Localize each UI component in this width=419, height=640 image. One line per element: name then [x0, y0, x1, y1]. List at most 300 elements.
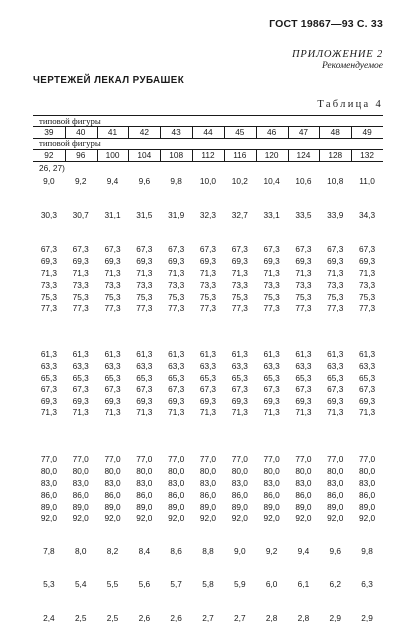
- table-cell: 67,3: [295, 244, 312, 254]
- table-rule: [33, 161, 383, 162]
- table-cell: 11,0: [359, 176, 375, 186]
- table-row: [33, 383, 383, 395]
- table-cell: 67,3: [295, 384, 312, 394]
- table-cell: 89,0: [40, 502, 57, 512]
- table-cell: 89,0: [104, 502, 121, 512]
- table-cell: 80,0: [168, 466, 185, 476]
- table-cell: 67,3: [104, 384, 121, 394]
- table-cell: 112: [201, 150, 215, 160]
- table-cell: 71,3: [72, 268, 89, 278]
- table-row: [33, 406, 383, 418]
- table-cell: 67,3: [327, 384, 344, 394]
- table-cell: 63,3: [199, 361, 217, 371]
- table-cell: 75,3: [327, 292, 344, 302]
- table-cell: 67,3: [136, 384, 153, 394]
- table-cell: 69,3: [104, 256, 121, 266]
- table-cell: 71,3: [104, 407, 121, 417]
- table-cell: 104: [137, 150, 152, 160]
- table-cell: 83,0: [263, 478, 280, 488]
- table-cell: 83,0: [358, 478, 376, 488]
- table-cell: 33,1: [263, 210, 280, 220]
- table-cell: 69,3: [168, 256, 185, 266]
- table-cell: 75,3: [263, 292, 280, 302]
- table-cell: 44: [203, 127, 213, 137]
- table-row: [33, 489, 383, 501]
- table-cell: 86,0: [199, 490, 217, 500]
- table-cell: 69,3: [136, 256, 153, 266]
- table-row: [33, 209, 383, 221]
- table-cell: 65,3: [231, 373, 248, 383]
- table-cell: 10,2: [231, 176, 248, 186]
- table-cell: 43: [171, 127, 181, 137]
- table-cell: 65,3: [104, 373, 121, 383]
- table-cell: 71,3: [40, 268, 57, 278]
- table-cell: 61,3: [104, 349, 121, 359]
- table-cell: 75,3: [40, 292, 57, 302]
- table-row: [33, 175, 383, 187]
- table-cell: 73,3: [104, 280, 121, 290]
- table-row: [33, 465, 383, 477]
- table-cell: 71,3: [199, 268, 217, 278]
- table-cell: 10,8: [327, 176, 344, 186]
- table-cell: 77,0: [231, 454, 248, 464]
- table-cell: 69,3: [40, 396, 57, 406]
- table-cell: 40: [76, 127, 86, 137]
- table-row: [33, 348, 383, 360]
- table-cell: 63,3: [263, 361, 280, 371]
- table-cell: 61,3: [40, 349, 57, 359]
- table-cell: 71,3: [136, 407, 153, 417]
- table-cell: 8,8: [202, 546, 214, 556]
- table-cell: 83,0: [327, 478, 344, 488]
- table-cell: 69,3: [199, 256, 217, 266]
- table-cell: 80,0: [295, 466, 312, 476]
- table-cell: 9,8: [361, 546, 373, 556]
- table-cell: 77,3: [40, 303, 57, 313]
- table-cell: 86,0: [104, 490, 121, 500]
- table-cell: 69,3: [231, 256, 248, 266]
- table-cell: 92,0: [72, 513, 89, 523]
- table-cell: 120: [264, 150, 279, 160]
- table-cell: 67,3: [104, 244, 121, 254]
- table-cell: 42: [139, 127, 149, 137]
- table-cell: 80,0: [40, 466, 57, 476]
- table-cell: 80,0: [104, 466, 121, 476]
- table-cell: 128: [328, 150, 343, 160]
- table-cell: 65,3: [327, 373, 344, 383]
- table-row: [33, 279, 383, 291]
- table-row: [33, 477, 383, 489]
- table-cell: 31,1: [104, 210, 121, 220]
- table-row: [33, 453, 383, 465]
- table-cell: 73,3: [327, 280, 344, 290]
- table-cell: 77,3: [231, 303, 248, 313]
- table-cell: 48: [330, 127, 340, 137]
- table-cell: 67,3: [358, 244, 376, 254]
- table-cell: 71,3: [40, 407, 57, 417]
- table-row: [33, 360, 383, 372]
- table-cell: 61,3: [358, 349, 376, 359]
- table-cell: 67,3: [263, 384, 280, 394]
- table-cell: 73,3: [72, 280, 89, 290]
- table-cell: 67,3: [358, 384, 376, 394]
- table-cell: 9,2: [74, 176, 87, 186]
- table-cell: 33,5: [295, 210, 312, 220]
- table-cell: 77,0: [72, 454, 89, 464]
- table-cell: 75,3: [358, 292, 376, 302]
- table-cell: 10,0: [199, 176, 217, 186]
- table-cell: 77,0: [358, 454, 376, 464]
- table-cell: 65,3: [40, 373, 57, 383]
- table-cell: 61,3: [199, 349, 217, 359]
- table-cell: 92,0: [231, 513, 248, 523]
- table-cell: 80,0: [136, 466, 153, 476]
- table-cell: 61,3: [327, 349, 344, 359]
- table-cell: 89,0: [358, 502, 376, 512]
- table-cell: 2,7: [234, 613, 246, 623]
- table-cell: 69,3: [295, 256, 312, 266]
- table-cell: 108: [169, 150, 184, 160]
- table-cell: 73,3: [40, 280, 57, 290]
- table-cell: 9,8: [170, 176, 182, 186]
- table-cell: 73,3: [295, 280, 312, 290]
- table-cell: 30,7: [72, 210, 89, 220]
- table-cell: 89,0: [72, 502, 89, 512]
- table-cell: 77,0: [168, 454, 185, 464]
- table-cell: 71,3: [231, 268, 248, 278]
- table-row: [33, 578, 383, 590]
- table-cell: 65,3: [72, 373, 89, 383]
- table-cell: 61,3: [231, 349, 248, 359]
- table-row: [33, 243, 383, 255]
- table-cell: 63,3: [295, 361, 312, 371]
- section-title: ЧЕРТЕЖЕЙ ЛЕКАЛ РУБАШЕК: [33, 75, 185, 86]
- table-cell: 65,3: [263, 373, 280, 383]
- table-cell: 69,3: [231, 396, 248, 406]
- table-cell: 75,3: [72, 292, 89, 302]
- table-cell: 5,8: [202, 579, 214, 589]
- table-cell: 86,0: [327, 490, 344, 500]
- table-cell: 73,3: [199, 280, 217, 290]
- table-cell: 86,0: [40, 490, 57, 500]
- table-cell: 67,3: [72, 244, 89, 254]
- table-cell: 77,3: [327, 303, 344, 313]
- table-cell: 6,1: [297, 579, 310, 589]
- table-cell: 89,0: [263, 502, 280, 512]
- table-cell: 10,4: [263, 176, 280, 186]
- table-cell: 86,0: [358, 490, 376, 500]
- table-cell: 77,3: [358, 303, 376, 313]
- table-cell: 67,3: [263, 244, 280, 254]
- table-cell: 65,3: [199, 373, 217, 383]
- reference-note: 26, 27): [39, 163, 65, 173]
- table-cell: 10,6: [295, 176, 312, 186]
- table-cell: 46: [267, 127, 277, 137]
- table-cell: 77,3: [136, 303, 153, 313]
- table-cell: 6,0: [265, 579, 278, 589]
- table-cell: 9,0: [43, 176, 55, 186]
- table-cell: 77,0: [136, 454, 153, 464]
- table-cell: 77,3: [168, 303, 185, 313]
- table-cell: 89,0: [136, 502, 153, 512]
- table-cell: 69,3: [199, 396, 217, 406]
- table-cell: 71,3: [72, 407, 89, 417]
- table-cell: 73,3: [358, 280, 376, 290]
- table-cell: 5,6: [138, 579, 151, 589]
- table-cell: 92: [44, 150, 54, 160]
- table-cell: 47: [298, 127, 309, 137]
- table-cell: 2,8: [297, 613, 310, 623]
- table-cell: 7,8: [43, 546, 55, 556]
- table-cell: 67,3: [40, 384, 57, 394]
- table-cell: 77,0: [295, 454, 312, 464]
- table-cell: 77,0: [104, 454, 121, 464]
- table-cell: 71,3: [231, 407, 248, 417]
- table-cell: 77,3: [295, 303, 312, 313]
- table-cell: 61,3: [263, 349, 280, 359]
- table-cell: 67,3: [136, 244, 153, 254]
- table-cell: 71,3: [263, 268, 280, 278]
- table-cell: 2,9: [361, 613, 373, 623]
- table-cell: 83,0: [295, 478, 312, 488]
- appendix-title: ПРИЛОЖЕНИЕ 2: [292, 49, 383, 60]
- table-cell: 6,2: [329, 579, 342, 589]
- table-cell: 2,4: [43, 613, 55, 623]
- table-cell: 6,3: [361, 579, 373, 589]
- table-cell: 92,0: [40, 513, 57, 523]
- table-cell: 67,3: [40, 244, 57, 254]
- table-cell: 86,0: [72, 490, 89, 500]
- table-cell: 69,3: [72, 256, 89, 266]
- size-header-row: [33, 126, 383, 138]
- table-cell: 5,5: [106, 579, 119, 589]
- table-cell: 92,0: [295, 513, 312, 523]
- table-cell: 8,0: [74, 546, 87, 556]
- table-cell: 86,0: [295, 490, 312, 500]
- table-cell: 8,6: [170, 546, 182, 556]
- table-cell: 77,3: [104, 303, 121, 313]
- table-cell: 69,3: [327, 256, 344, 266]
- table-cell: 86,0: [263, 490, 280, 500]
- table-cell: 63,3: [40, 361, 57, 371]
- table-cell: 61,3: [72, 349, 89, 359]
- table-cell: 71,3: [168, 407, 185, 417]
- table-cell: 39: [44, 127, 54, 137]
- table-cell: 71,3: [327, 407, 344, 417]
- table-cell: 83,0: [231, 478, 248, 488]
- caption-chest: типовой фигуры: [39, 138, 101, 148]
- table-cell: 61,3: [168, 349, 185, 359]
- table-cell: 71,3: [168, 268, 185, 278]
- table-cell: 92,0: [104, 513, 121, 523]
- table-cell: 80,0: [327, 466, 344, 476]
- table-cell: 80,0: [72, 466, 89, 476]
- table-cell: 2,6: [170, 613, 182, 623]
- table-cell: 80,0: [358, 466, 376, 476]
- appendix-status: Рекомендуемое: [321, 61, 383, 71]
- table-cell: 92,0: [263, 513, 280, 523]
- table-cell: 31,9: [168, 210, 185, 220]
- table-cell: 8,2: [106, 546, 119, 556]
- table-cell: 80,0: [199, 466, 217, 476]
- table-cell: 49: [362, 127, 372, 137]
- table-cell: 71,3: [358, 268, 376, 278]
- table-cell: 77,0: [327, 454, 344, 464]
- table-cell: 71,3: [295, 407, 312, 417]
- table-cell: 75,3: [231, 292, 248, 302]
- caption-size: типовой фигуры: [39, 116, 101, 126]
- standard-number: ГОСТ 19867—93 С. 33: [269, 18, 383, 30]
- table-cell: 77,0: [263, 454, 280, 464]
- table-cell: 34,3: [358, 210, 376, 220]
- table-cell: 71,3: [295, 268, 312, 278]
- table-cell: 86,0: [136, 490, 153, 500]
- table-cell: 63,3: [327, 361, 344, 371]
- table-cell: 61,3: [136, 349, 153, 359]
- table-cell: 77,3: [199, 303, 217, 313]
- table-cell: 32,7: [231, 210, 248, 220]
- table-cell: 92,0: [358, 513, 376, 523]
- table-cell: 92,0: [136, 513, 153, 523]
- table-cell: 75,3: [104, 292, 121, 302]
- table-cell: 69,3: [136, 396, 153, 406]
- table-cell: 5,4: [74, 579, 87, 589]
- table-cell: 92,0: [327, 513, 344, 523]
- table-row: [33, 255, 383, 267]
- table-cell: 77,0: [199, 454, 217, 464]
- table-cell: 89,0: [231, 502, 248, 512]
- table-cell: 69,3: [263, 396, 280, 406]
- table-cell: 73,3: [231, 280, 248, 290]
- table-cell: 65,3: [358, 373, 376, 383]
- table-cell: 73,3: [168, 280, 185, 290]
- table-cell: 67,3: [168, 244, 185, 254]
- table-cell: 63,3: [231, 361, 248, 371]
- table-cell: 69,3: [72, 396, 89, 406]
- table-cell: 65,3: [168, 373, 185, 383]
- table-cell: 83,0: [168, 478, 185, 488]
- table-cell: 77,3: [72, 303, 89, 313]
- table-cell: 86,0: [231, 490, 248, 500]
- page-header: [269, 18, 383, 71]
- table-cell: 9,4: [297, 546, 310, 556]
- table-cell: 77,0: [40, 454, 57, 464]
- table-cell: 83,0: [40, 478, 57, 488]
- table-row: [33, 512, 383, 524]
- table-cell: 77,3: [263, 303, 280, 313]
- table-row: [33, 545, 383, 557]
- table-cell: 8,4: [138, 546, 151, 556]
- table-cell: 33,9: [327, 210, 344, 220]
- table-cell: 63,3: [136, 361, 153, 371]
- table-cell: 71,3: [263, 407, 280, 417]
- table-cell: 71,3: [104, 268, 121, 278]
- table-cell: 73,3: [263, 280, 280, 290]
- table-cell: 71,3: [327, 268, 344, 278]
- table-cell: 69,3: [104, 396, 121, 406]
- table-row: [33, 302, 383, 314]
- table-cell: 116: [233, 150, 247, 160]
- table-cell: 83,0: [136, 478, 153, 488]
- table-row: [33, 267, 383, 279]
- table-cell: 83,0: [72, 478, 89, 488]
- table-cell: 83,0: [199, 478, 217, 488]
- table-cell: 89,0: [295, 502, 312, 512]
- table-cell: 71,3: [358, 407, 376, 417]
- table-cell: 73,3: [136, 280, 153, 290]
- table-cell: 69,3: [263, 256, 280, 266]
- table-cell: 69,3: [40, 256, 57, 266]
- table-cell: 32,3: [199, 210, 217, 220]
- table-cell: 63,3: [104, 361, 121, 371]
- table-cell: 9,6: [138, 176, 151, 186]
- table-cell: 86,0: [168, 490, 185, 500]
- table-cell: 92,0: [168, 513, 185, 523]
- table-cell: 65,3: [295, 373, 312, 383]
- table-cell: 80,0: [231, 466, 248, 476]
- table-cell: 89,0: [327, 502, 344, 512]
- table-cell: 2,9: [329, 613, 342, 623]
- table-cell: 9,2: [265, 546, 278, 556]
- table-cell: 75,3: [168, 292, 185, 302]
- table-cell: 71,3: [136, 268, 153, 278]
- table-cell: 92,0: [199, 513, 217, 523]
- table-cell: 75,3: [295, 292, 312, 302]
- table-cell: 75,3: [136, 292, 153, 302]
- table-cell: 5,3: [43, 579, 55, 589]
- table-cell: 2,7: [202, 613, 214, 623]
- table-cell: 2,8: [265, 613, 278, 623]
- table-cell: 67,3: [199, 244, 217, 254]
- table-cell: 71,3: [199, 407, 217, 417]
- table-cell: 69,3: [168, 396, 185, 406]
- table-cell: 69,3: [327, 396, 344, 406]
- table-cell: 132: [360, 150, 374, 160]
- table-cell: 63,3: [168, 361, 185, 371]
- table-cell: 80,0: [263, 466, 280, 476]
- table-cell: 9,6: [329, 546, 342, 556]
- table-cell: 45: [235, 127, 245, 137]
- table-cell: 67,3: [72, 384, 89, 394]
- table-cell: 69,3: [358, 256, 376, 266]
- table-cell: 9,0: [234, 546, 246, 556]
- table-cell: 67,3: [231, 384, 248, 394]
- table-cell: 89,0: [199, 502, 217, 512]
- table-cell: 69,3: [358, 396, 376, 406]
- table-cell: 5,9: [234, 579, 246, 589]
- table-cell: 30,3: [40, 210, 57, 220]
- table-cell: 67,3: [327, 244, 344, 254]
- table-cell: 100: [105, 150, 120, 160]
- table-cell: 96: [76, 150, 86, 160]
- table-cell: 63,3: [72, 361, 89, 371]
- chest-header-row: [33, 149, 383, 161]
- table-cell: 69,3: [295, 396, 312, 406]
- table-cell: 9,4: [106, 176, 119, 186]
- table-cell: 124: [296, 150, 311, 160]
- table-cell: 2,5: [74, 613, 87, 623]
- table-cell: 67,3: [168, 384, 185, 394]
- table-cell: 31,5: [136, 210, 153, 220]
- table-cell: 67,3: [199, 384, 217, 394]
- table-cell: 41: [107, 127, 118, 137]
- table-cell: 63,3: [358, 361, 376, 371]
- table-cell: 5,7: [170, 579, 182, 589]
- table-cell: 83,0: [104, 478, 121, 488]
- table-cell: 2,5: [106, 613, 119, 623]
- table-cell: 61,3: [295, 349, 312, 359]
- table-cell: 67,3: [231, 244, 248, 254]
